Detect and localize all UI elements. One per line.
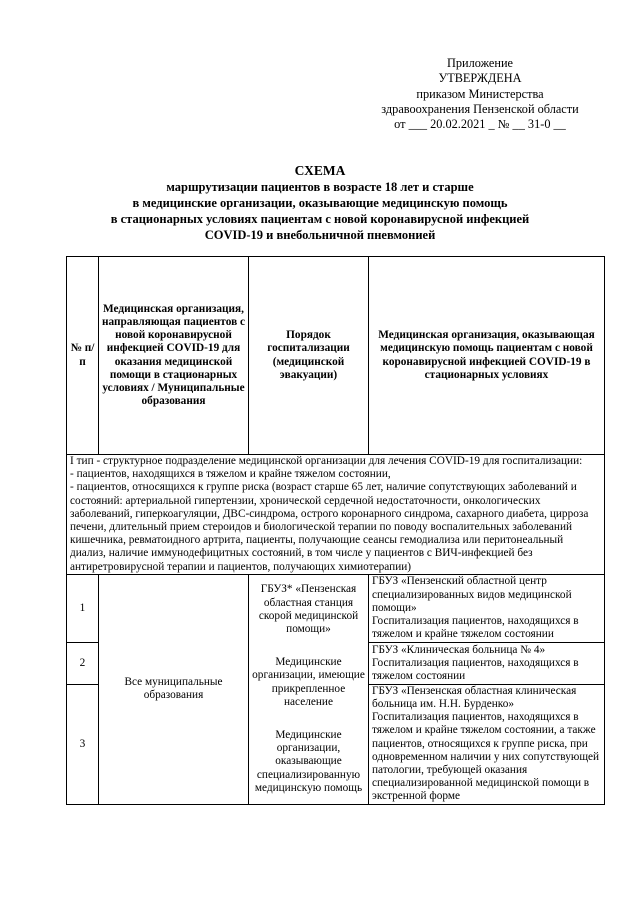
- approval-line: от ___ 20.02.2021 _ № __ 31-0 __: [394, 117, 566, 132]
- type-paragraph: I тип - структурное подразделение медицинской организации для лечения COVID-19 для госпитализации:: [70, 455, 583, 467]
- procedure-cell: [249, 574, 369, 804]
- title-heading: СХЕМА: [294, 163, 346, 178]
- receiving-org-name: ГБУЗ «Пензенский областной центр специализированных видов медицинской помощи»: [372, 575, 572, 614]
- approval-stamp: [362, 56, 598, 132]
- approval-line: приказом Министерства: [416, 86, 544, 101]
- table-row: [67, 574, 605, 642]
- municipality-cell: Все муниципальные образования: [99, 574, 249, 804]
- table-header-row: [67, 257, 605, 455]
- title-line: COVID-19 и внебольничной пневмонией: [204, 228, 436, 242]
- type-description: [67, 455, 605, 575]
- receiving-org-name: ГБУЗ «Пензенская областная клиническая больница им. Н.Н. Бурденко»: [372, 684, 577, 711]
- row-number: 1: [67, 574, 99, 642]
- row-number: 3: [67, 684, 99, 804]
- hospitalization-note: Госпитализация пациентов, находящихся в тяжелом состоянии: [372, 656, 579, 682]
- type-row: [67, 455, 605, 575]
- header-number: № п/п: [67, 257, 99, 455]
- approval-line: УТВЕРЖДЕНА: [438, 71, 522, 86]
- type-paragraph: - пациентов, находящихся в тяжелом и крайне тяжелом состоянии,: [70, 468, 391, 481]
- title-line: маршрутизации пациентов в возрасте 18 лет и старше: [166, 180, 474, 194]
- procedure-block: Медицинские организации, имеющие прикрепленное население: [252, 656, 365, 708]
- receiving-org-name: ГБУЗ «Клиническая больница № 4»: [372, 643, 546, 656]
- approval-line: здравоохранения Пензенской области: [381, 101, 579, 116]
- header-referring-org: Медицинская организация, направляющая пациентов с новой коронавирусной инфекцией COVID-19 для оказания медицинской помощи в стационарных условиях / Муниципальные образования: [99, 257, 249, 455]
- title-line: в стационарных условиях пациентам с новой коронавирусной инфекцией: [110, 212, 530, 226]
- title-line: в медицинские организации, оказывающие медицинскую помощь: [132, 196, 508, 210]
- procedure-block: Медицинские организации, оказывающие специализированную медицинскую помощь: [254, 729, 363, 794]
- routing-table: [66, 256, 605, 805]
- header-procedure: Порядок госпитализации (медицинской эвакуации): [249, 257, 369, 455]
- receiving-org-cell: [369, 684, 605, 804]
- hospitalization-note: Госпитализация пациентов, находящихся в тяжелом и крайне тяжелом состоянии: [372, 614, 579, 641]
- receiving-org-cell: [369, 574, 605, 642]
- procedure-block: ГБУЗ* «Пензенская областная станция скорой медицинской помощи»: [258, 583, 359, 636]
- row-number: 2: [67, 642, 99, 684]
- type-paragraph: - пациентов, относящихся к группе риска (возраст старше 65 лет, наличие сопутствующих заболеваний и состояний: артериальной гипертензии, хронической сердечной недостаточности, онкологических заболеваний, гиперкоагуляции, ДВС-синдрома, острого коронарного синдрома, сахарного диабета, цирроза печени, длительный прием стероидов и биологической терапии по поводу воспалительных заболеваний кишечника, ревматоидного артрита, пациенты, получающие сеансы гемодиализа или перитонеальный диализ, наличие иммунодефицитных состояний, в том числе у пациентов с ВИЧ-инфекцией без антиретровирусной терапии и пациентов, получающих химиотерапии): [70, 481, 589, 573]
- receiving-org-cell: [369, 642, 605, 684]
- header-receiving-org: Медицинская организация, оказывающая медицинскую помощь пациентам с новой коронавирусной инфекцией COVID-19 в стационарных условиях: [369, 257, 605, 455]
- approval-line: Приложение: [447, 56, 513, 70]
- document-title: [60, 163, 580, 243]
- hospitalization-note: Госпитализация пациентов, находящихся в тяжелом и крайне тяжелом состоянии, а также пациентов, относящихся к группе риска, при одновременном наличии у них сопутствующей патологии, требующей оказания специализированной медицинской помощи в экстренной форме: [372, 711, 600, 803]
